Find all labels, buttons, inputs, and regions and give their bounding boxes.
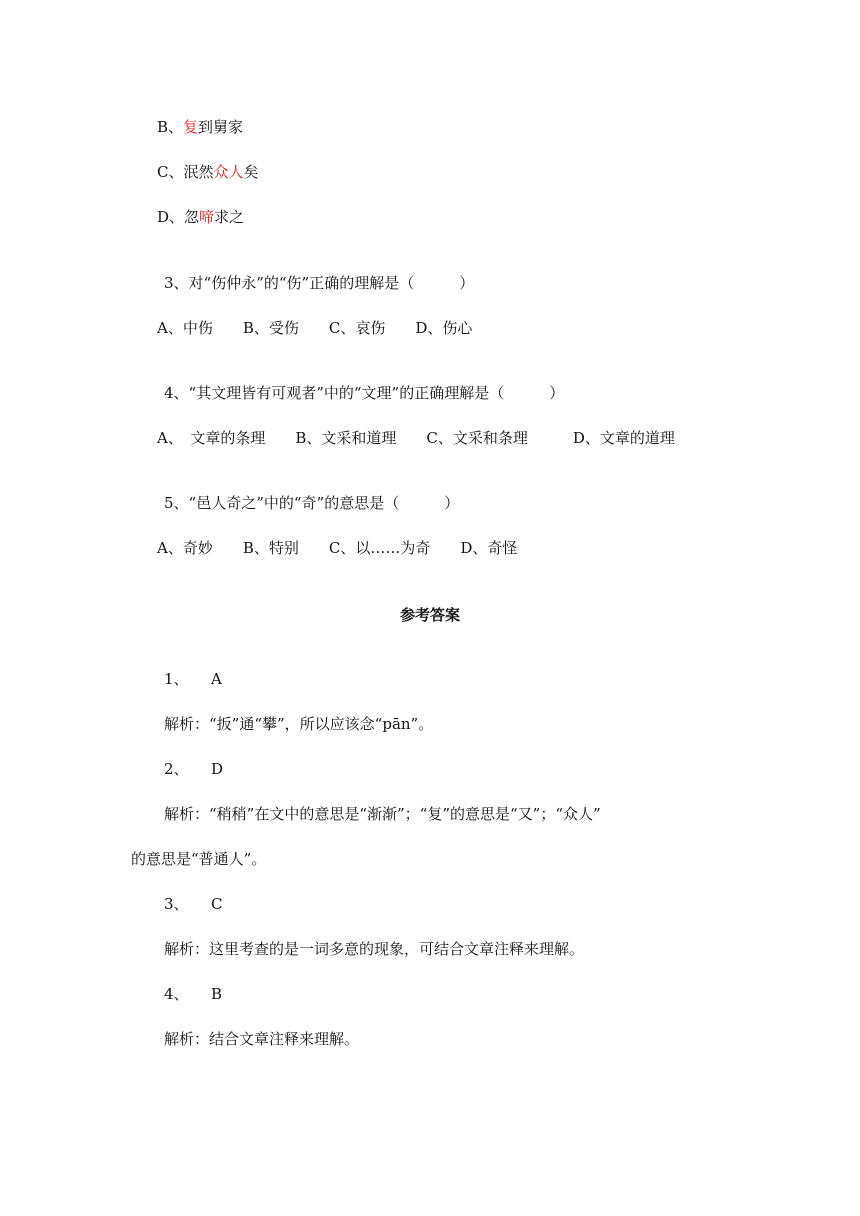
answer-1-number: 1、 A	[164, 670, 222, 688]
answer-2-analysis: 解析：“稍稍”在文中的意思是“渐渐”；“复”的意思是“又”；“众人”	[164, 805, 601, 823]
q2-option-c	[157, 162, 259, 182]
answer-3-number: 3、 C	[164, 895, 223, 913]
option-suffix: 求之	[214, 208, 245, 226]
answer-2-number: 2、 D	[164, 760, 224, 778]
q2-option-b	[157, 117, 243, 137]
answer-4-analysis: 解析：结合文章注释来理解。	[164, 1030, 360, 1048]
option-prefix: B、	[157, 118, 184, 136]
option-prefix: D、忽	[157, 208, 200, 226]
option-prefix: C、泯然	[157, 163, 214, 181]
answer-1-analysis: 解析：“扳”通“攀”，所以应该念“pān”。	[164, 715, 434, 733]
q5-stem: 5、“邑人奇之”中的“奇”的意思是（ ）	[164, 494, 460, 512]
highlighted-word: 众人	[213, 163, 244, 181]
q3-options: A、中伤 B、受伤 C、哀伤 D、伤心	[157, 319, 473, 337]
q4-stem: 4、“其文理皆有可观者”中的“文理”的正确理解是（ ）	[164, 384, 565, 402]
highlighted-word: 复	[183, 118, 199, 136]
answer-2-analysis-continued: 的意思是“普通人”。	[131, 850, 267, 868]
option-suffix: 到舅家	[198, 118, 244, 136]
q4-options: A、 文章的条理 B、文采和道理 C、文采和条理 D、文章的道理	[157, 429, 675, 447]
answers-title: 参考答案	[399, 606, 460, 624]
q2-option-d	[157, 207, 244, 227]
q3-stem: 3、对“伤仲永”的“伤”正确的理解是（ ）	[164, 274, 475, 292]
answer-3-analysis: 解析：这里考查的是一词多意的现象，可结合文章注释来理解。	[164, 940, 585, 958]
answer-4-number: 4、 B	[164, 985, 223, 1003]
highlighted-word: 啼	[199, 208, 215, 226]
option-suffix: 矣	[243, 163, 259, 181]
q5-options: A、奇妙 B、特别 C、以……为奇 D、奇怪	[157, 539, 518, 557]
